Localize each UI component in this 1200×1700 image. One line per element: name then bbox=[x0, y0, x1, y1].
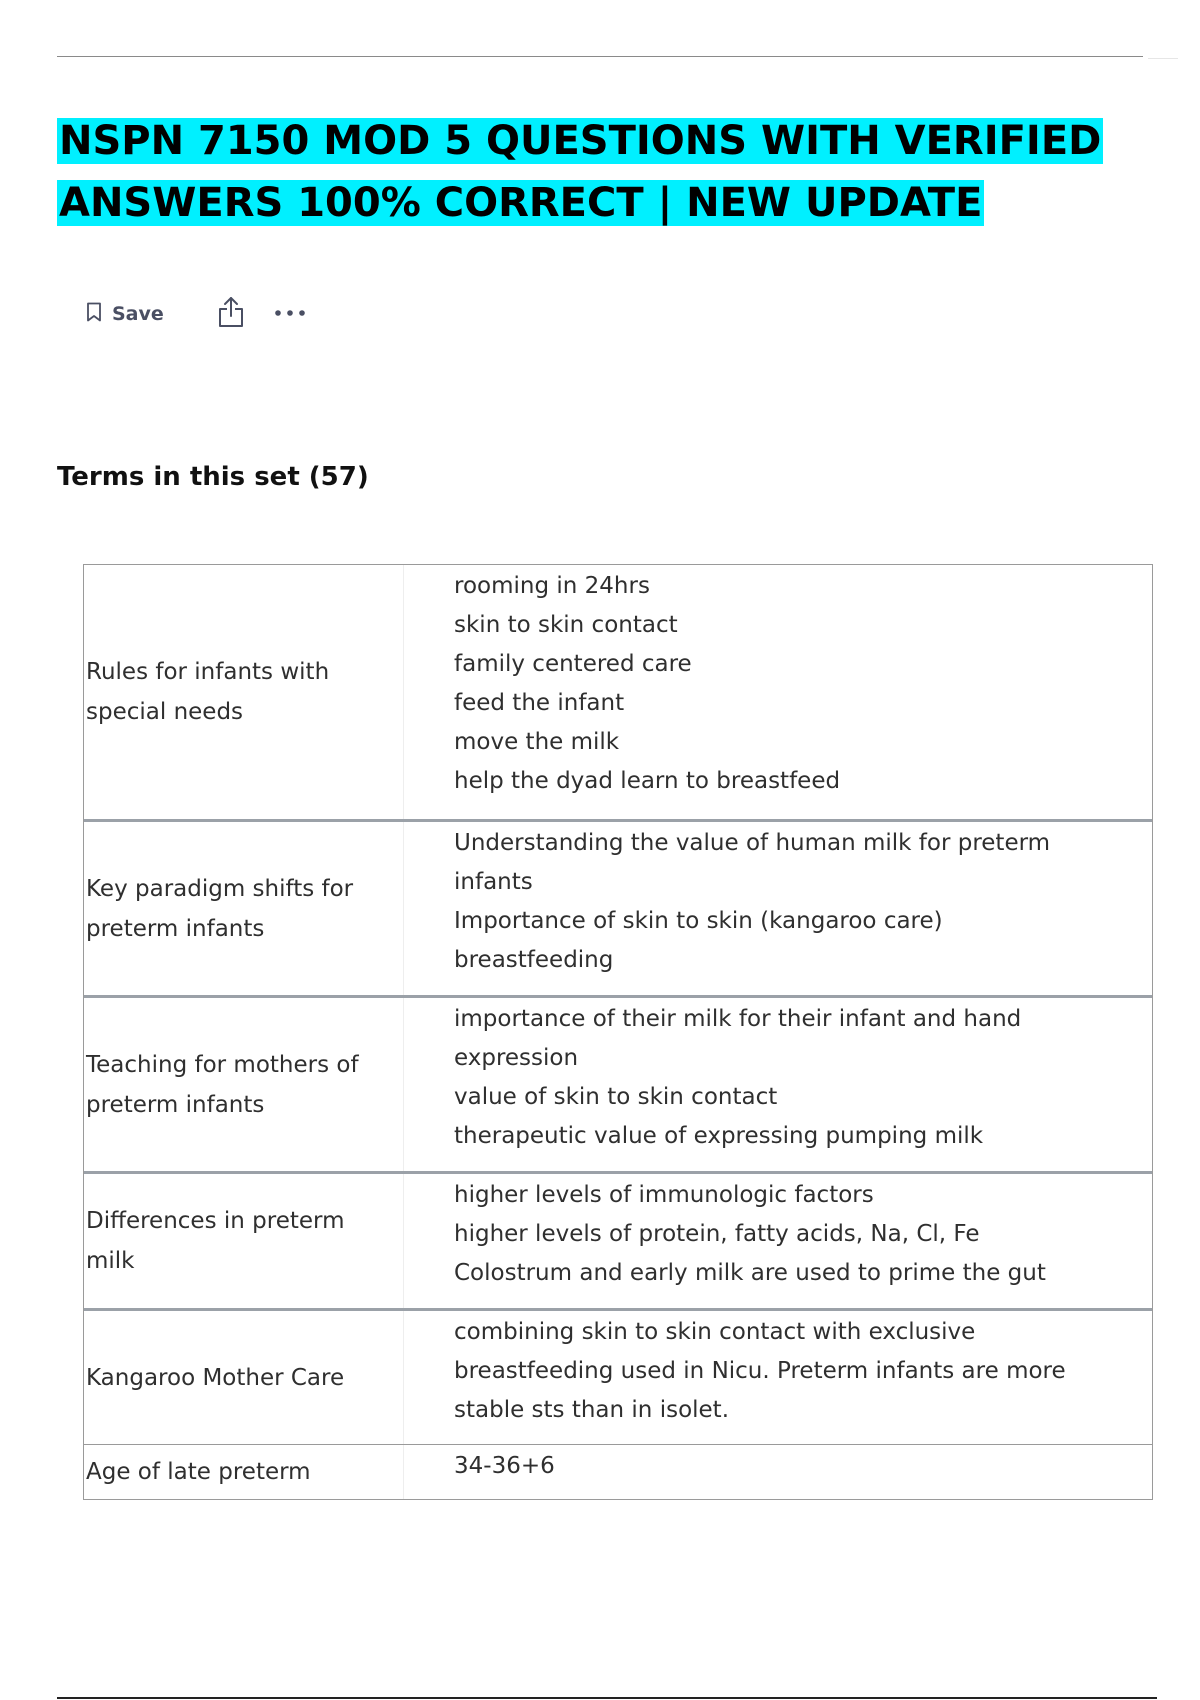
definition-line: breastfeeding used in Nicu. Preterm infants are more bbox=[454, 1358, 1066, 1384]
term-text: Rules for infants with special needs bbox=[86, 659, 330, 725]
definition-cell bbox=[404, 822, 1152, 995]
term-row bbox=[84, 1171, 1152, 1308]
definition-cell bbox=[404, 998, 1152, 1171]
definition-line: Understanding the value of human milk for preterm bbox=[454, 830, 1051, 856]
terms-table bbox=[83, 564, 1153, 1500]
page-title bbox=[57, 110, 1157, 234]
term-cell bbox=[84, 998, 404, 1171]
definition-line: expression bbox=[454, 1045, 579, 1071]
term-row bbox=[84, 565, 1152, 819]
term-text: Teaching for mothers of preterm infants bbox=[86, 1051, 359, 1118]
term-cell bbox=[84, 565, 404, 819]
definition-line: Importance of skin to skin (kangaroo care) bbox=[454, 908, 943, 934]
definition-cell bbox=[404, 1311, 1152, 1444]
definition-line: higher levels of protein, fatty acids, Na, Cl, Fe bbox=[454, 1221, 980, 1247]
definition-line: skin to skin contact bbox=[454, 612, 678, 638]
definition-line: importance of their milk for their infant and hand bbox=[454, 1006, 1022, 1032]
term-text: Age of late preterm bbox=[86, 1459, 311, 1485]
term-text: Differences in preterm milk bbox=[86, 1208, 345, 1274]
more-horizontal-icon bbox=[274, 305, 306, 323]
bookmark-icon bbox=[86, 302, 102, 327]
share-icon bbox=[216, 295, 246, 334]
term-row bbox=[84, 995, 1152, 1171]
definition-line: Colostrum and early milk are used to prime the gut bbox=[454, 1260, 1046, 1286]
title-line-1: NSPN 7150 MOD 5 QUESTIONS WITH VERIFIED bbox=[59, 118, 1102, 164]
terms-heading: Terms in this set (57) bbox=[57, 462, 369, 492]
term-cell bbox=[84, 1445, 404, 1499]
term-cell bbox=[84, 1311, 404, 1444]
definition-line: infants bbox=[454, 869, 533, 895]
top-divider bbox=[57, 56, 1143, 57]
top-divider-tail bbox=[1148, 58, 1178, 59]
term-row bbox=[84, 819, 1152, 995]
definition-line: 34-36+6 bbox=[454, 1453, 555, 1479]
definition-line: stable sts than in isolet. bbox=[454, 1397, 730, 1423]
definition-line: rooming in 24hrs bbox=[454, 573, 650, 599]
definition-line: family centered care bbox=[454, 651, 692, 677]
definition-cell bbox=[404, 1174, 1152, 1308]
save-button[interactable] bbox=[86, 302, 164, 327]
definition-cell bbox=[404, 565, 1152, 819]
share-button[interactable] bbox=[216, 295, 246, 334]
definition-line: combining skin to skin contact with exclusive bbox=[454, 1319, 976, 1345]
definition-cell bbox=[404, 1445, 1152, 1499]
save-label: Save bbox=[112, 303, 164, 325]
definition-line: help the dyad learn to breastfeed bbox=[454, 768, 841, 794]
bottom-divider bbox=[57, 1697, 1157, 1699]
term-cell bbox=[84, 1174, 404, 1308]
action-bar bbox=[86, 296, 306, 332]
term-row bbox=[84, 1444, 1152, 1499]
term-row bbox=[84, 1308, 1152, 1444]
title-line-2: ANSWERS 100% CORRECT | NEW UPDATE bbox=[59, 180, 983, 226]
definition-line: higher levels of immunologic factors bbox=[454, 1182, 874, 1208]
definition-line: value of skin to skin contact bbox=[454, 1084, 778, 1110]
term-cell bbox=[84, 822, 404, 995]
term-text: Kangaroo Mother Care bbox=[86, 1364, 345, 1391]
definition-line: feed the infant bbox=[454, 690, 625, 716]
more-options-button[interactable] bbox=[274, 305, 306, 323]
definition-line: therapeutic value of expressing pumping milk bbox=[454, 1123, 984, 1149]
term-text: Key paradigm shifts for preterm infants bbox=[86, 875, 354, 942]
definition-line: move the milk bbox=[454, 729, 620, 755]
definition-line: breastfeeding bbox=[454, 947, 614, 973]
